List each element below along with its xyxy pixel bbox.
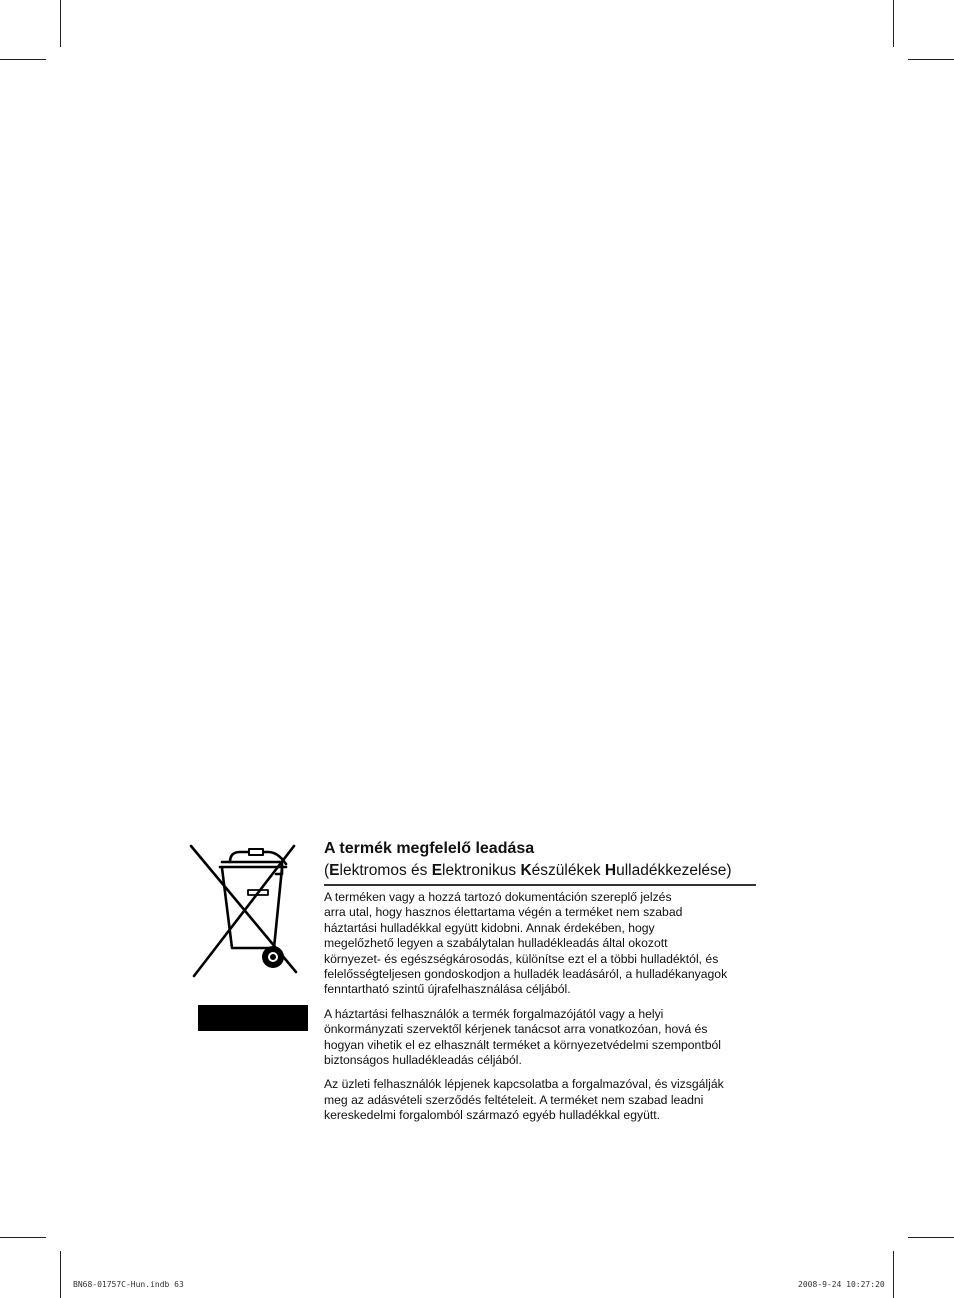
heading-divider bbox=[324, 884, 756, 886]
section-title: A termék megfelelő leadása bbox=[324, 840, 535, 857]
paragraph-line: meg az adásvételi szerződés feltételeit. A terméket nem szabad leadni bbox=[324, 1092, 704, 1107]
section-subtitle bbox=[324, 859, 764, 883]
paragraph-3 bbox=[324, 1077, 764, 1123]
subtitle-part: lektronikus bbox=[442, 862, 521, 879]
crop-mark-bottom-left-vertical bbox=[60, 1251, 61, 1298]
paragraph-line: A háztartási felhasználók a termék forgalmazójától vagy a helyi bbox=[324, 1006, 664, 1021]
subtitle-part: ulladékkezelése) bbox=[616, 862, 732, 879]
subtitle-initial: E bbox=[431, 862, 443, 879]
subtitle-initial: E bbox=[329, 862, 340, 879]
subtitle-initial: H bbox=[604, 862, 617, 879]
paragraph-line: felelősségteljesen gondoskodjon a hulladék leadásáról, a hulladékanyagok bbox=[324, 967, 728, 982]
paragraph-line: háztartási hulladékkal együtt kidobni. Annak érdekében, hogy bbox=[324, 920, 655, 935]
paragraph-line: megelőzhető legyen a szabálytalan hulladékleadás által okozott bbox=[324, 936, 668, 951]
subtitle-part: ( bbox=[324, 862, 330, 879]
weee-black-bar bbox=[198, 1005, 308, 1031]
subtitle-initial: K bbox=[520, 862, 532, 879]
paragraph-2 bbox=[324, 1007, 764, 1069]
paragraph-line: arra utal, hogy hasznos élettartama végén a terméket nem szabad bbox=[324, 905, 683, 920]
subtitle-part: lektromos és bbox=[339, 862, 432, 879]
paragraph-line: Az üzleti felhasználók lépjenek kapcsolatba a forgalmazóval, és vizsgálják bbox=[324, 1077, 724, 1092]
disposal-section bbox=[324, 838, 764, 1133]
crop-mark-top-right-vertical bbox=[893, 0, 894, 47]
footer-file-info: BN68-01757C-Hun.indb 63 bbox=[73, 1280, 184, 1289]
crop-mark-bottom-right-vertical bbox=[893, 1251, 894, 1298]
crop-mark-bottom-left-horizontal bbox=[0, 1237, 46, 1238]
paragraph-line: önkormányzati szervektől kérjenek tanácsot arra vonatkozóan, hová és bbox=[324, 1022, 708, 1037]
weee-bin-icon bbox=[186, 840, 301, 982]
paragraph-line: kereskedelmi forgalomból származó egyéb hulladékkal együtt. bbox=[324, 1108, 661, 1123]
paragraph-line: hogyan vihetik el ez elhasznált terméket a környezetvédelmi szempontból bbox=[324, 1037, 721, 1052]
paragraph-1 bbox=[324, 890, 764, 998]
paragraph-line: A terméken vagy a hozzá tartozó dokumentáción szereplő jelzés bbox=[324, 890, 672, 904]
subtitle-part: észülékek bbox=[531, 862, 605, 879]
crop-mark-bottom-right-horizontal bbox=[908, 1237, 954, 1238]
crop-mark-top-right-horizontal bbox=[908, 59, 954, 60]
paragraph-line: biztonságos hulladékleadás céljából. bbox=[324, 1053, 522, 1068]
paragraph-line: fenntartható szintű újrafelhasználása céljából. bbox=[324, 982, 571, 997]
crop-mark-top-left-vertical bbox=[60, 0, 61, 47]
footer-datetime: 2008-9-24 10:27:20 bbox=[798, 1280, 885, 1289]
paragraph-line: környezet- és egészségkárosodás, különítse ezt el a többi hulladéktól, és bbox=[324, 951, 719, 966]
crop-mark-top-left-horizontal bbox=[0, 59, 46, 60]
